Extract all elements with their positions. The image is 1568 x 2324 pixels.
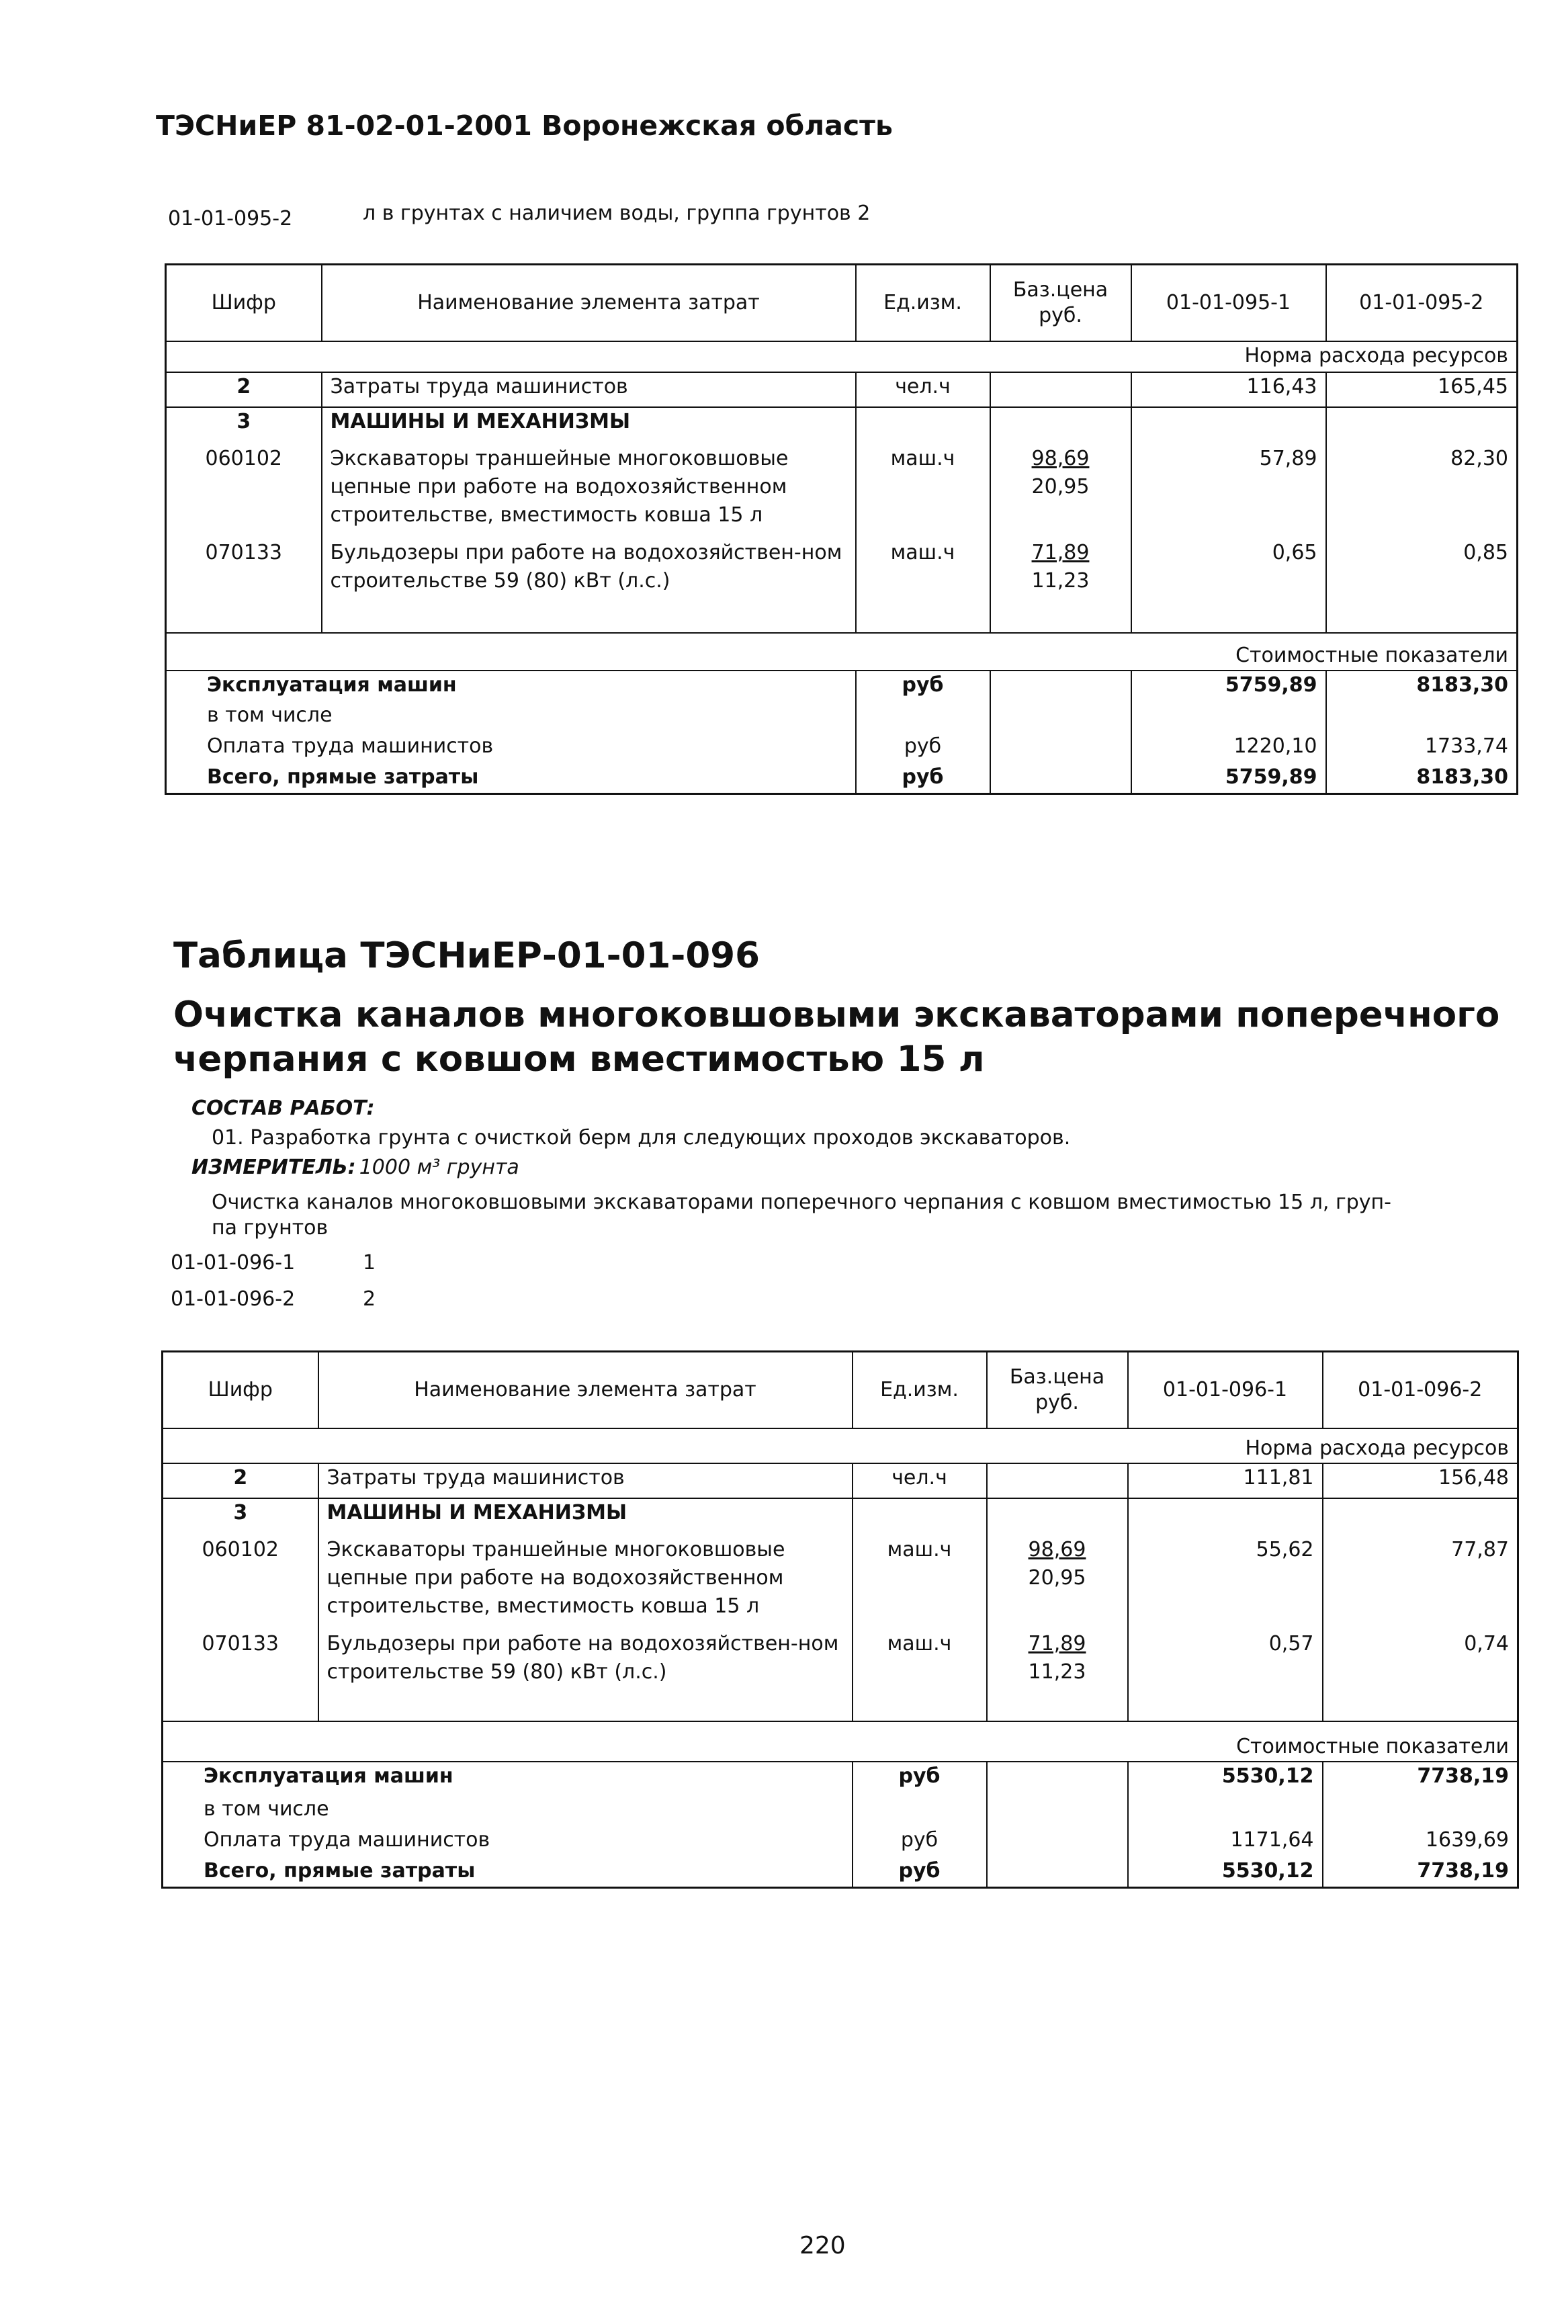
- header-unit: Ед.изм.: [856, 265, 990, 341]
- document-header-title: ТЭСНиЕР 81-02-01-2001 Воронежская область: [156, 110, 893, 142]
- row-unit: маш.ч: [853, 1630, 987, 1721]
- row-name: Затраты труда машинистов: [322, 372, 856, 407]
- row-name: Экскаваторы траншейные многоковшовые цепные при работе на водохозяйственном строительстве, вместимость ковша 15 л: [318, 1536, 853, 1630]
- price-main: 98,69: [1031, 446, 1090, 470]
- variant-group: 2: [363, 1287, 376, 1311]
- norm-label: Норма расхода ресурсов: [166, 341, 1518, 372]
- header-col1: 01-01-096-1: [1128, 1352, 1323, 1428]
- meter-line: [191, 1156, 519, 1179]
- cost-label-row: [166, 633, 1518, 671]
- row-value-2: 7738,19: [1417, 1764, 1509, 1788]
- row-name: Затраты труда машинистов: [318, 1463, 853, 1498]
- row-price: [987, 1536, 1128, 1630]
- row-name: МАШИНЫ И МЕХАНИЗМЫ: [318, 1498, 853, 1536]
- row-unit: маш.ч: [853, 1536, 987, 1630]
- header-code: Шифр: [163, 1352, 318, 1428]
- row-name: Бульдозеры при работе на водохозяйствен-ном строительстве 59 (80) кВт (л.с.): [322, 539, 856, 633]
- row-value-2: 8183,30: [1416, 765, 1508, 789]
- table-row: [163, 1795, 1518, 1826]
- price-main: 71,89: [1031, 540, 1090, 564]
- table-subtitle-line-1: Очистка каналов многоковшовыми экскаваторами поперечного: [173, 994, 1500, 1035]
- row-price: [990, 445, 1131, 539]
- table-row: [166, 539, 1518, 633]
- table-row: [163, 1463, 1518, 1498]
- price-wage: 20,95: [1028, 1565, 1086, 1590]
- row-value-1: 55,62: [1128, 1536, 1323, 1630]
- row-code: 2: [163, 1463, 318, 1498]
- row-value-1: 111,81: [1128, 1463, 1323, 1498]
- table-row: [166, 372, 1518, 407]
- row-code: 060102: [166, 445, 322, 539]
- table-row: [166, 671, 1518, 701]
- row-value-1: 5759,89: [1131, 671, 1326, 701]
- main-resource-table: [161, 1350, 1519, 1889]
- row-unit: руб: [856, 732, 990, 763]
- table-title: Таблица ТЭСНиЕР-01-01-096: [173, 935, 760, 976]
- description-line-1: Очистка каналов многоковшовыми экскаваторами поперечного черпания с ковшом вместимостью 15 л, груп-: [212, 1191, 1391, 1214]
- row-unit: маш.ч: [856, 539, 990, 633]
- row-name: Всего, прямые затраты: [207, 765, 479, 789]
- header-col2: 01-01-095-2: [1359, 290, 1484, 314]
- table-header-row: [163, 1352, 1518, 1428]
- table-row: [166, 701, 1518, 732]
- row-value-2: 77,87: [1451, 1537, 1509, 1561]
- row-unit: чел.ч: [853, 1463, 987, 1498]
- row-name: Оплата труда машинистов: [207, 734, 494, 758]
- variant-code: 01-01-096-2: [171, 1287, 296, 1311]
- row-value-2: 1639,69: [1425, 1827, 1509, 1852]
- row-name: МАШИНЫ И МЕХАНИЗМЫ: [322, 407, 856, 445]
- row-name: Эксплуатация машин: [204, 1764, 453, 1788]
- row-price: [987, 1463, 1128, 1498]
- header-col2: 01-01-096-2: [1358, 1377, 1483, 1402]
- row-value-2: 82,30: [1450, 446, 1508, 470]
- meter-value: 1000 м³ грунта: [359, 1156, 519, 1179]
- row-value-1: 1171,64: [1128, 1826, 1323, 1857]
- header-name: Наименование элемента затрат: [318, 1352, 853, 1428]
- row-name: Эксплуатация машин: [207, 673, 457, 697]
- table-subtitle-line-2: черпания с ковшом вместимостью 15 л: [173, 1039, 985, 1080]
- row-unit: руб: [853, 1857, 987, 1888]
- row-value-1: 0,65: [1131, 539, 1326, 633]
- price-main: 71,89: [1028, 1631, 1086, 1655]
- work-composition-item: 01. Разработка грунта с очисткой берм для следующих проходов экскаваторов.: [212, 1126, 1071, 1150]
- row-value-1: 5759,89: [1131, 763, 1326, 794]
- price-wage: 20,95: [1031, 474, 1090, 499]
- row-value-1: 1220,10: [1131, 732, 1326, 763]
- meter-label: ИЗМЕРИТЕЛЬ:: [191, 1156, 356, 1179]
- row-unit: чел.ч: [856, 372, 990, 407]
- page-number: 220: [799, 2232, 846, 2260]
- row-name: в том числе: [204, 1797, 329, 1821]
- row-value-2: 156,48: [1438, 1465, 1509, 1490]
- header-name: Наименование элемента затрат: [322, 265, 856, 341]
- row-price: [990, 539, 1131, 633]
- row-value-1: 5530,12: [1128, 1857, 1323, 1888]
- table-row: [163, 1762, 1518, 1795]
- norm-label: Норма расхода ресурсов: [163, 1428, 1518, 1463]
- row-code: 3: [166, 407, 322, 445]
- variant-group: 1: [363, 1251, 376, 1275]
- table-row: [163, 1857, 1518, 1888]
- norm-label-row: [163, 1428, 1518, 1463]
- row-code: 070133: [166, 539, 322, 633]
- table-row: [166, 407, 1518, 445]
- row-unit: руб: [856, 763, 990, 794]
- table-row: [166, 732, 1518, 763]
- table-row: [163, 1826, 1518, 1857]
- row-value-2: 1733,74: [1424, 734, 1508, 758]
- cost-label: Стоимостные показатели: [166, 633, 1518, 671]
- row-name: Оплата труда машинистов: [204, 1827, 490, 1852]
- header-unit: Ед.изм.: [853, 1352, 987, 1428]
- norm-label-row: [166, 341, 1518, 372]
- variant-code: 01-01-096-1: [171, 1251, 296, 1275]
- cost-label-row: [163, 1721, 1518, 1762]
- header-col1: 01-01-095-1: [1131, 265, 1326, 341]
- table-row: [166, 763, 1518, 794]
- row-name: Всего, прямые затраты: [204, 1858, 476, 1883]
- row-value-2: 0,85: [1463, 540, 1508, 564]
- row-name: Бульдозеры при работе на водохозяйствен-ном строительстве 59 (80) кВт (л.с.): [318, 1630, 853, 1721]
- row-price: [990, 372, 1131, 407]
- row-code: 3: [163, 1498, 318, 1536]
- row-code: 070133: [163, 1630, 318, 1721]
- row-name: в том числе: [207, 703, 333, 727]
- header-price: Баз.цена руб.: [990, 265, 1131, 341]
- price-wage: 11,23: [1031, 568, 1090, 593]
- price-wage: 11,23: [1028, 1660, 1086, 1684]
- row-unit: руб: [856, 671, 990, 701]
- work-composition-label: СОСТАВ РАБОТ:: [191, 1096, 375, 1120]
- row-value-2: 8183,30: [1416, 673, 1508, 697]
- prev-resource-table: [165, 263, 1518, 795]
- prev-code-line-text: л в грунтах с наличием воды, группа грунтов 2: [363, 202, 871, 225]
- row-price: [987, 1630, 1128, 1721]
- header-code: Шифр: [166, 265, 322, 341]
- row-value-2: 0,74: [1464, 1631, 1509, 1655]
- row-value-2: 165,45: [1438, 374, 1508, 398]
- table-header-row: [166, 265, 1518, 341]
- description-line-2: па грунтов: [212, 1216, 329, 1240]
- row-value-1: 5530,12: [1128, 1762, 1323, 1795]
- row-code: 060102: [163, 1536, 318, 1630]
- row-code: 2: [166, 372, 322, 407]
- table-row: [166, 445, 1518, 539]
- header-price: Баз.цена руб.: [987, 1352, 1128, 1428]
- row-value-2: 7738,19: [1417, 1858, 1509, 1883]
- cost-label: Стоимостные показатели: [163, 1721, 1518, 1762]
- table-row: [163, 1498, 1518, 1536]
- row-unit: маш.ч: [856, 445, 990, 539]
- row-unit: руб: [853, 1826, 987, 1857]
- row-value-1: 116,43: [1131, 372, 1326, 407]
- table-row: [163, 1630, 1518, 1721]
- prev-code-line-code: 01-01-095-2: [168, 207, 293, 230]
- price-main: 98,69: [1028, 1537, 1086, 1561]
- table-row: [163, 1536, 1518, 1630]
- row-value-1: 57,89: [1131, 445, 1326, 539]
- row-value-1: 0,57: [1128, 1630, 1323, 1721]
- row-unit: руб: [853, 1762, 987, 1795]
- row-name: Экскаваторы траншейные многоковшовые цепные при работе на водохозяйственном строительстве, вместимость ковша 15 л: [322, 445, 856, 539]
